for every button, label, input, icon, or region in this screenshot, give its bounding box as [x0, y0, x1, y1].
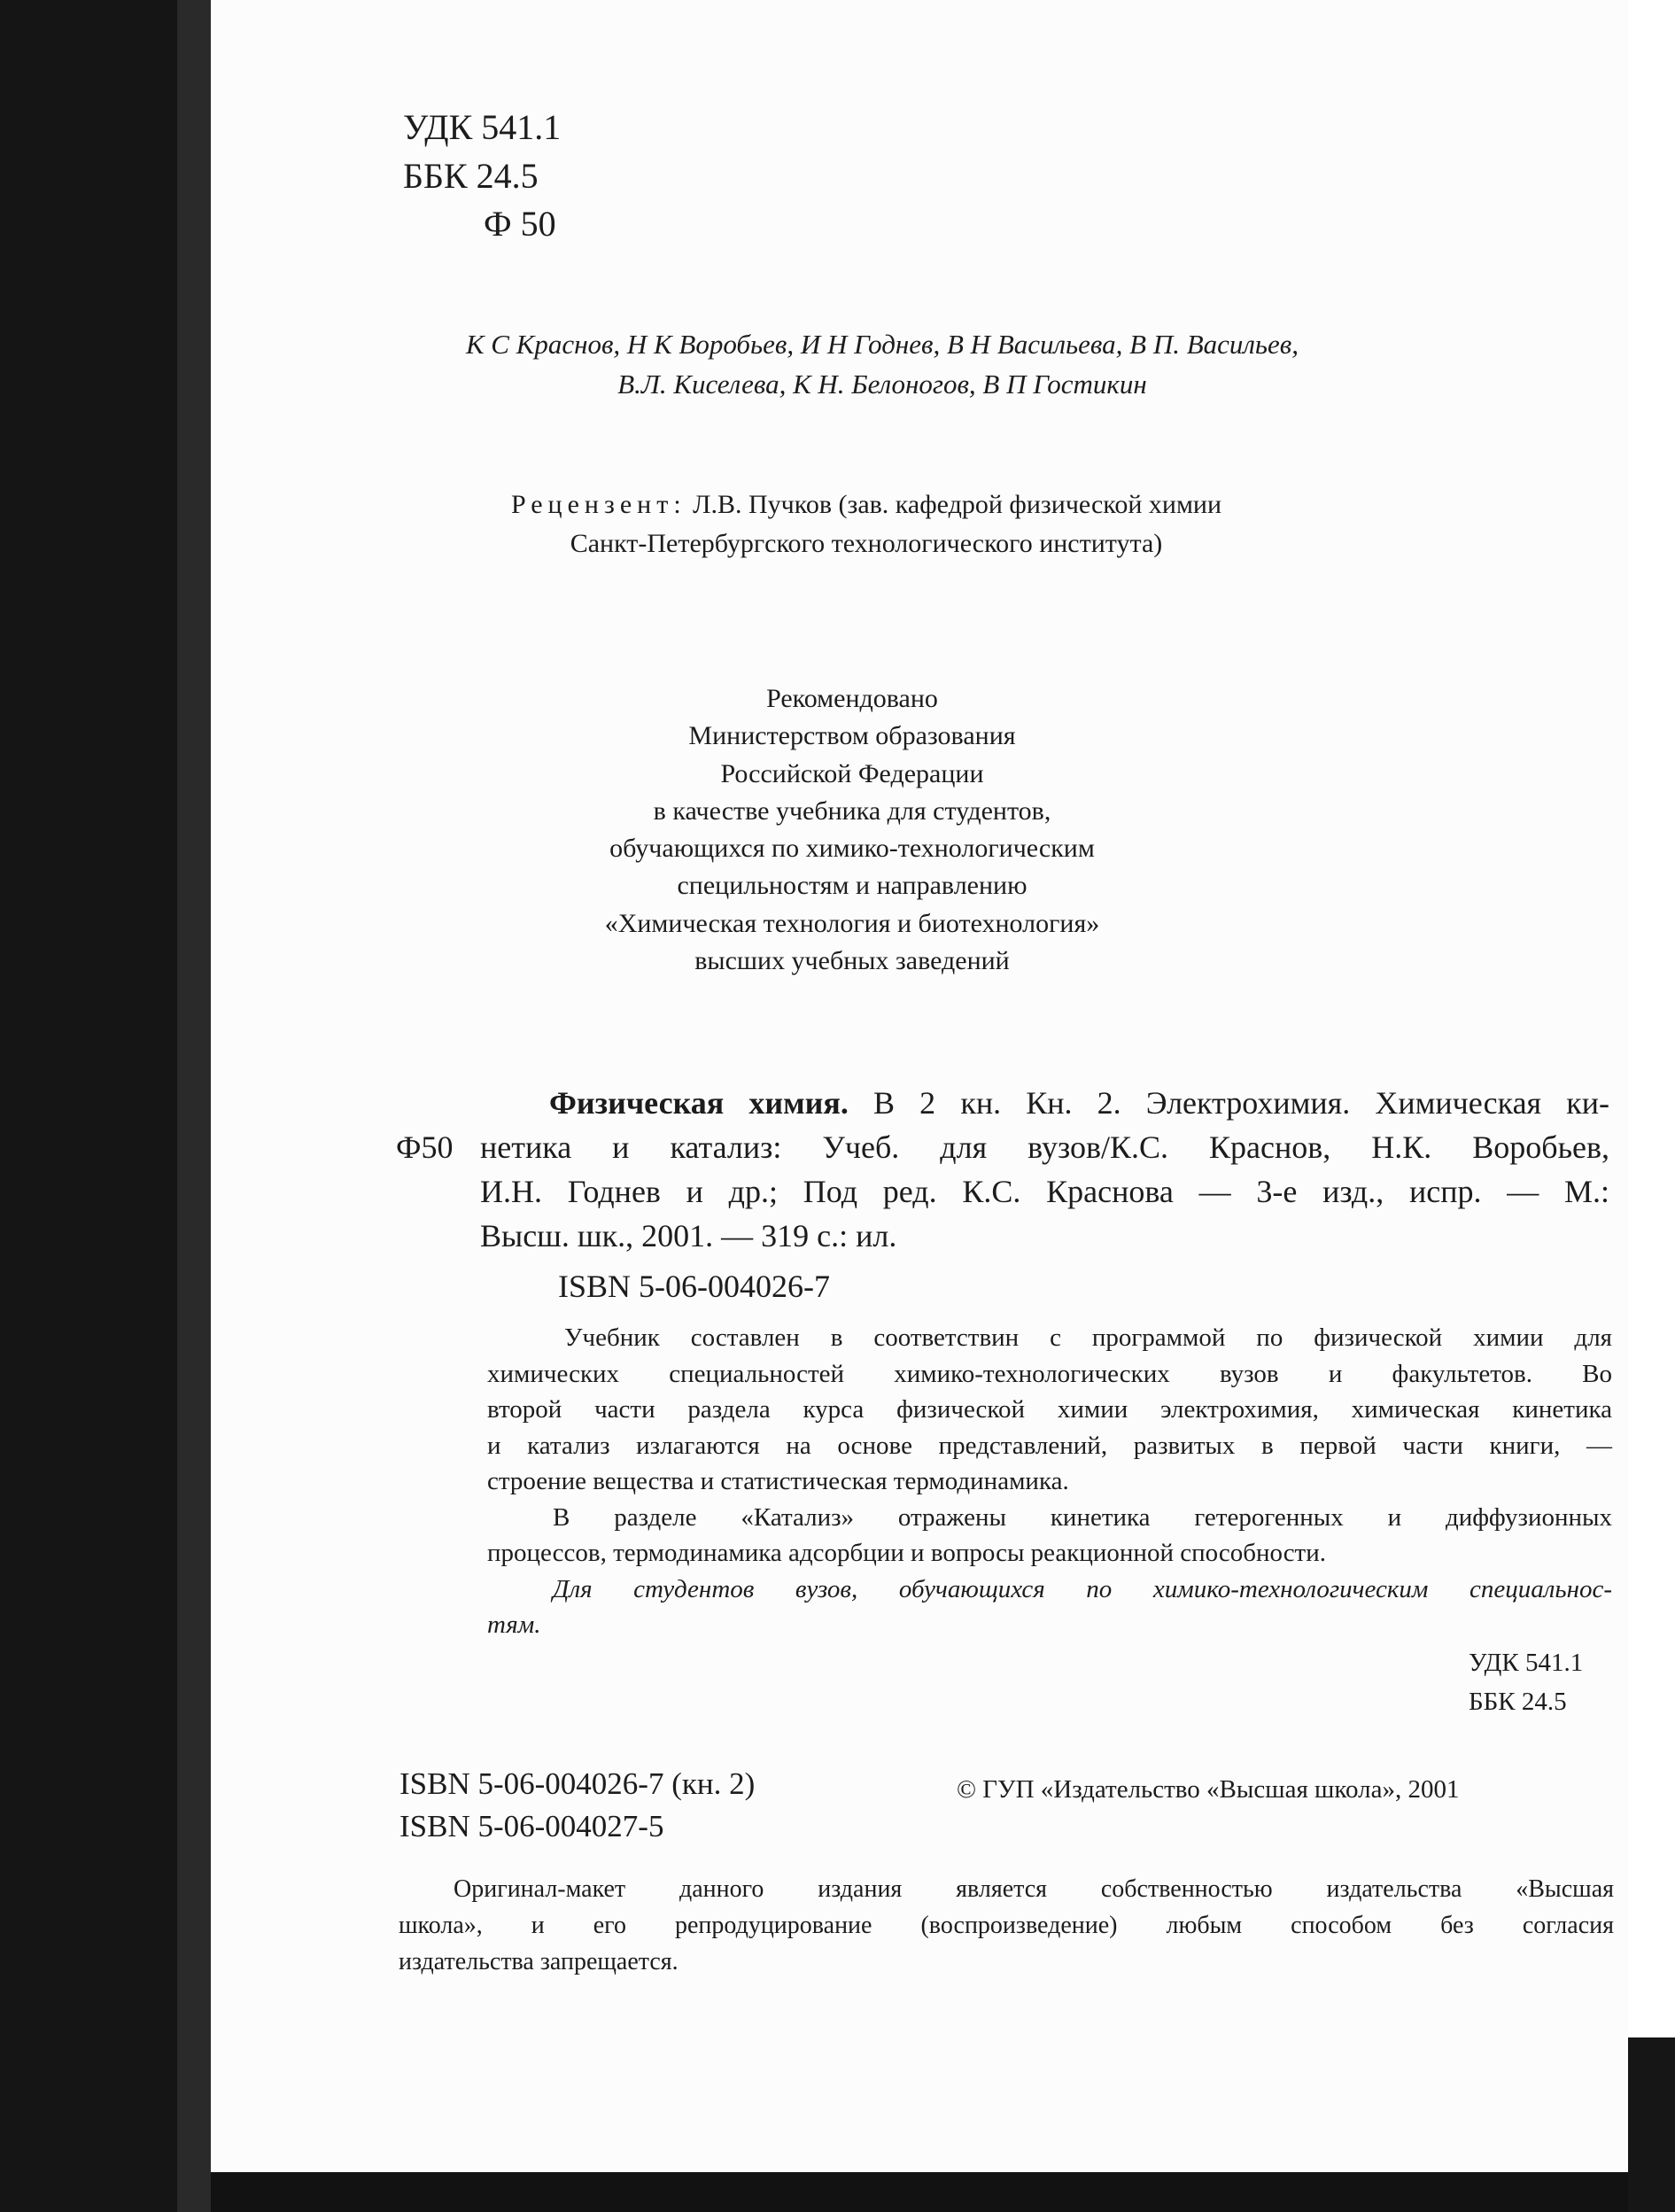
annotation-line: процессов, термодинамика адсорбции и вопросы реакционной способности. — [487, 1539, 1327, 1567]
copyright-notice: © ГУП «Издательство «Высшая школа», 2001 — [957, 1775, 1460, 1804]
annotation-audience-line: Для студентов вузов, обучающихся по химико-технологическим специальнос- — [553, 1574, 1612, 1603]
recommendation-line: высших учебных заведений — [694, 946, 1010, 976]
annotation — [487, 1320, 1612, 1643]
authors-line-2: В.Л. Киселева, К Н. Белоногов, В П Гостикин — [617, 369, 1147, 400]
annotation-audience-line: тям. — [487, 1610, 541, 1639]
scan-corner-shadow — [1628, 2037, 1675, 2212]
catalog-isbn: ISBN 5-06-004026-7 — [558, 1269, 830, 1304]
recommendation-line: обучающихся по химико-технологическим — [609, 834, 1095, 864]
header-author-mark: Ф 50 — [484, 204, 556, 244]
footer-udk: УДК 541.1 — [1469, 1649, 1584, 1677]
biblio-line-1 — [480, 1081, 1609, 1125]
reviewer-line-1 — [344, 485, 1389, 524]
annotation-line: и катализ излагаются на основе представлений, развитых в первой части книги, — — [487, 1431, 1612, 1460]
reviewer-label: Рецензент: — [510, 490, 686, 519]
reviewer-name: Л.В. Пучков (зав. кафедрой физической химии — [686, 490, 1222, 519]
biblio-line-3: И.Н. Годнев и др.; Под ред. К.С. Краснова — 3-е изд., испр. — М.: — [480, 1174, 1609, 1209]
header-udk: УДК 541.1 — [403, 107, 562, 147]
annotation-line: В разделе «Катализ» отражены кинетика гетерогенных и диффузионных — [553, 1502, 1612, 1532]
authors-line-1: К С Краснов, Н К Воробьев, И Н Годнев, В Н Васильева, В П. Васильев, — [465, 329, 1299, 360]
recommendation-line: Министерством образования — [688, 721, 1016, 751]
recommendation-line: «Химическая технология и биотехнология» — [604, 908, 1100, 938]
recommendation-block — [409, 680, 1295, 980]
bibliographic-description — [480, 1081, 1609, 1258]
rights-line: школа», и его репродуцирование (воспроизведение) любым способом без согласия — [399, 1912, 1614, 1939]
annotation-line: химических специальностей химико-технологических вузов и факультетов. Во — [487, 1359, 1612, 1388]
scan-bottom-shadow — [211, 2172, 1675, 2212]
book-title: Физическая химия. — [549, 1085, 849, 1121]
biblio-line-2: нетика и катализ: Учеб. для вузов/К.С. Краснов, Н.К. Воробьев, — [480, 1129, 1609, 1165]
recommendation-line: Российской Федерации — [720, 758, 984, 788]
reviewer-line-2: Санкт-Петербургского технологического института) — [570, 529, 1163, 558]
recommendation-line: специльностям и направлению — [677, 871, 1027, 901]
isbn-set: ISBN 5-06-004027-5 — [399, 1809, 664, 1843]
recommendation-line: Рекомендовано — [766, 684, 938, 713]
scan-binding-shadow-inner — [177, 0, 211, 2212]
biblio-line-4: Высш. шк., 2001. — 319 с.: ил. — [480, 1218, 897, 1253]
rights-notice — [399, 1871, 1614, 1980]
isbn-volume: ISBN 5-06-004026-7 (кн. 2) — [399, 1766, 756, 1801]
rights-line: Оригинал-макет данного издания является собственностью издательства «Высшая — [454, 1875, 1614, 1903]
footer-bbk: ББК 24.5 — [1469, 1688, 1567, 1716]
annotation-line: строение вещества и статистическая термодинамика. — [487, 1467, 1069, 1495]
header-bbk: ББК 24.5 — [403, 156, 539, 196]
document-page — [211, 0, 1628, 2172]
annotation-line: Учебник составлен в соответствин с программой по физической химии для — [564, 1323, 1612, 1352]
recommendation-line: в качестве учебника для студентов, — [653, 796, 1051, 826]
call-number: Ф50 — [396, 1129, 454, 1165]
biblio-line-1-rest: В 2 кн. Кн. 2. Электрохимия. Химическая ки- — [848, 1085, 1609, 1121]
annotation-line: второй части раздела курса физической химии электрохимия, химическая кинетика — [487, 1395, 1612, 1424]
rights-line: издательства запрещается. — [399, 1948, 679, 1975]
